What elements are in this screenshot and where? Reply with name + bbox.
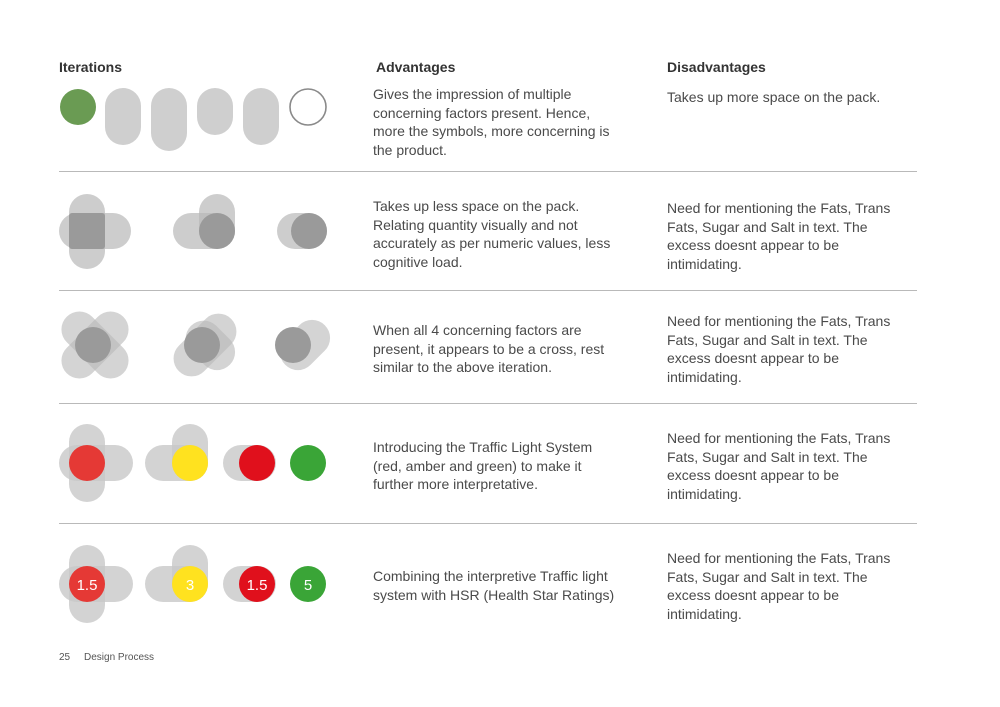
- three-factor-symbol: [173, 194, 235, 249]
- row-5-disadvantages: Need for mentioning the Fats, Trans Fats, Sugar and Salt in text. The excess doesnt appear to be intimidating.: [667, 550, 891, 622]
- iteration-1-symbols: [55, 82, 340, 182]
- disadvantages-header: Disadvantages: [667, 59, 766, 75]
- iteration-2-symbols: [55, 181, 340, 281]
- row-divider: [59, 523, 917, 524]
- two-factor-symbol: [277, 213, 327, 249]
- pill-symbol: [151, 88, 187, 151]
- outline-ring-symbol: [290, 89, 326, 125]
- pill-symbol: [105, 88, 141, 145]
- iteration-3-symbols: [55, 297, 340, 397]
- rating-label: 1.5: [246, 577, 268, 594]
- amber-symbol: [145, 424, 208, 481]
- amber-rating-symbol: [145, 545, 208, 602]
- rating-label: 3: [185, 577, 195, 594]
- rating-label: 5: [303, 577, 313, 594]
- green-rating-symbol: [290, 566, 326, 602]
- row-divider: [59, 171, 917, 172]
- green-dot-symbol: [60, 89, 96, 125]
- diagonal-three-factor-symbol: [166, 306, 244, 384]
- row-5-advantages: Combining the interpretive Traffic light system with HSR (Health Star Ratings): [373, 568, 615, 603]
- row-divider: [59, 403, 917, 404]
- row-1-disadvantages: Takes up more space on the pack.: [667, 89, 881, 105]
- green-symbol: [290, 445, 326, 481]
- iteration-5-symbols: [55, 534, 340, 634]
- iteration-4-symbols: [55, 413, 340, 513]
- diagonal-two-factor-symbol: [272, 312, 337, 377]
- diagonal-cross-symbol: [55, 304, 136, 386]
- row-4-disadvantages: Need for mentioning the Fats, Trans Fats, Sugar and Salt in text. The excess doesnt appear to be intimidating.: [667, 430, 891, 502]
- advantages-header: Advantages: [376, 59, 456, 75]
- pill-symbol: [243, 88, 279, 145]
- red-cross-rating-symbol: [59, 545, 133, 623]
- red-cross-symbol: [59, 424, 133, 502]
- red-rating-symbol: [223, 566, 276, 602]
- rating-label: 1.5: [76, 577, 98, 594]
- page-number: 25: [59, 652, 71, 663]
- row-3-advantages: When all 4 concerning factors are present, it appears to be a cross, rest similar to the above iteration.: [373, 322, 605, 375]
- row-divider: [59, 290, 917, 291]
- row-4-advantages: Introducing the Traffic Light System (red, amber and green) to make it further more interpretative.: [373, 439, 593, 492]
- row-2-advantages: Takes up less space on the pack. Relating quantity visually and not accurately as per numeric values, less cognitive load.: [373, 198, 611, 270]
- red-symbol: [223, 445, 276, 481]
- row-2-disadvantages: Need for mentioning the Fats, Trans Fats, Sugar and Salt in text. The excess doesnt appear to be intimidating.: [667, 200, 891, 272]
- row-1-advantages: Gives the impression of multiple concerning factors present. Hence, more the symbols, more concerning is the product.: [373, 86, 610, 158]
- iterations-header: Iterations: [59, 59, 123, 75]
- four-factor-cross-symbol: [59, 194, 131, 269]
- row-3-disadvantages: Need for mentioning the Fats, Trans Fats, Sugar and Salt in text. The excess doesnt appear to be intimidating.: [667, 313, 891, 385]
- pill-symbol: [197, 88, 233, 135]
- section-name: Design Process: [84, 652, 155, 663]
